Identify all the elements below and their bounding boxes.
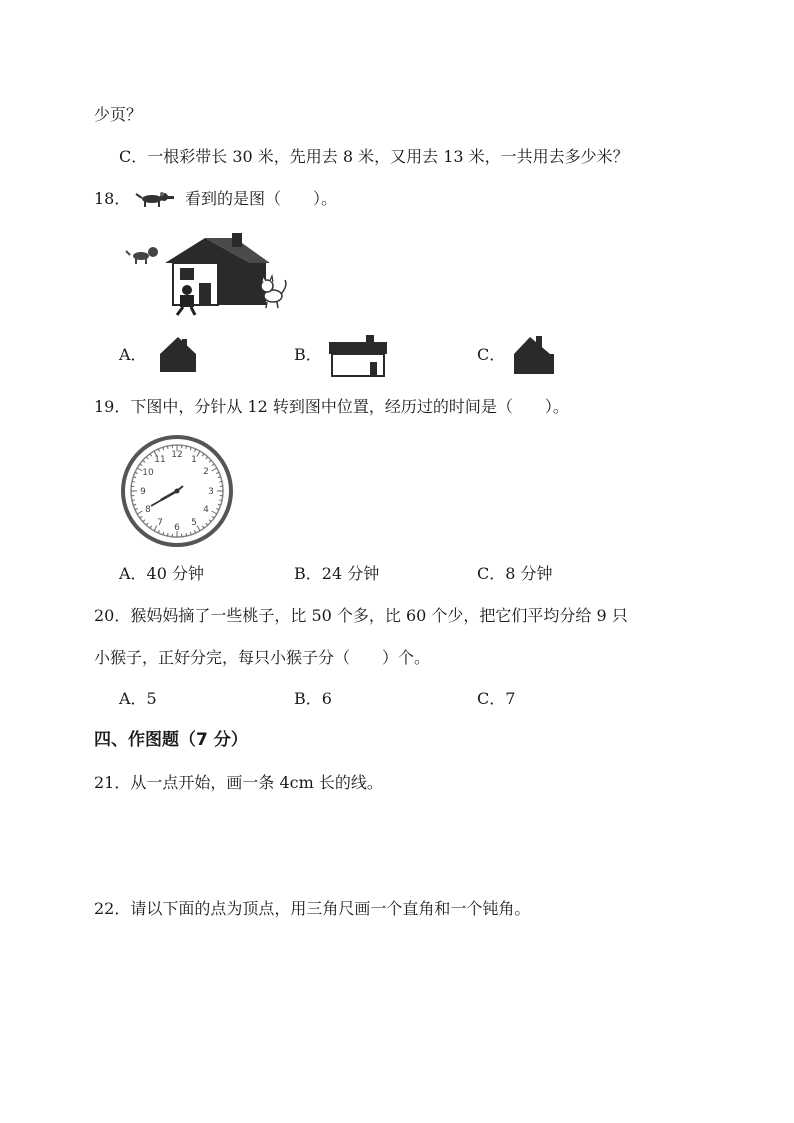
clock-number-3: 3 [208,487,214,497]
q18-option-b[interactable] [294,344,322,366]
q20-question-line1: 20．猴妈妈摘了一些桃子，比 50 个多，比 60 个少，把它们平均分给 9 只 [94,606,628,625]
q18-house-scene-figure [125,228,290,320]
clock-number-6: 6 [174,523,180,533]
clock-number-5: 5 [191,518,197,528]
clock-tick [219,481,222,482]
q20-option-c[interactable]: C．7 [477,689,516,708]
q18-option-a-label: A． [119,345,147,364]
clock-tick [186,446,187,449]
clock-tick [219,500,222,501]
q20-option-a[interactable]: A．5 [119,689,157,708]
section-4-title: 四、作图题（7 分） [94,730,248,750]
clock-tick [132,500,135,501]
house-side-silhouette-icon [158,334,198,378]
q19-option-c[interactable]: C．8 分钟 [477,564,553,583]
q21-question: 21．从一点开始，画一条 4cm 长的线。 [94,773,383,792]
q19-clock-figure [117,432,237,554]
clock-number-12: 12 [171,450,183,460]
q17-continuation: 少页？ [94,105,143,124]
q22-question: 22．请以下面的点为顶点，用三角尺画一个直角和一个钝角。 [94,899,531,918]
clock-tick [186,533,187,536]
house-silhouette-chimney-icon [512,332,556,380]
q19-question: 19．下图中，分针从 12 转到图中位置，经历过的时间是（ ）。 [94,397,569,416]
q19-option-b[interactable]: B．24 分钟 [294,564,380,583]
q20-option-b[interactable]: B．6 [294,689,332,708]
dog-figure [126,247,158,264]
clock-tick [132,481,135,482]
clock-number-11: 11 [154,455,166,465]
q18-option-b-label: B． [294,345,322,364]
clock-number-4: 4 [203,505,209,515]
clock-number-10: 10 [142,468,154,478]
q18-option-a[interactable] [119,344,147,366]
q18-option-c[interactable] [477,344,505,366]
q18-text: 看到的是图（ ）。 [185,189,338,208]
q18-option-c-label: C． [477,345,506,364]
house-figure [165,233,270,305]
q20-question-line2: 小猴子，正好分完，每只小猴子分（ ）个。 [94,648,431,667]
dog-icon [135,188,175,214]
house-front-view-icon [328,334,388,382]
q17-option-c: C．一根彩带长 30 米，先用去 8 米，又用去 13 米，一共用去多少米？ [119,147,629,166]
clock-number-2: 2 [203,467,209,477]
clock-number-8: 8 [145,505,151,515]
clock-tick [167,533,168,536]
clock-number-9: 9 [140,487,146,497]
clock-number-1: 1 [191,455,197,465]
clock-number-7: 7 [157,518,163,528]
q18-number: 18． [94,189,131,208]
clock-tick [167,446,168,449]
q19-option-a[interactable]: A．40 分钟 [119,564,205,583]
